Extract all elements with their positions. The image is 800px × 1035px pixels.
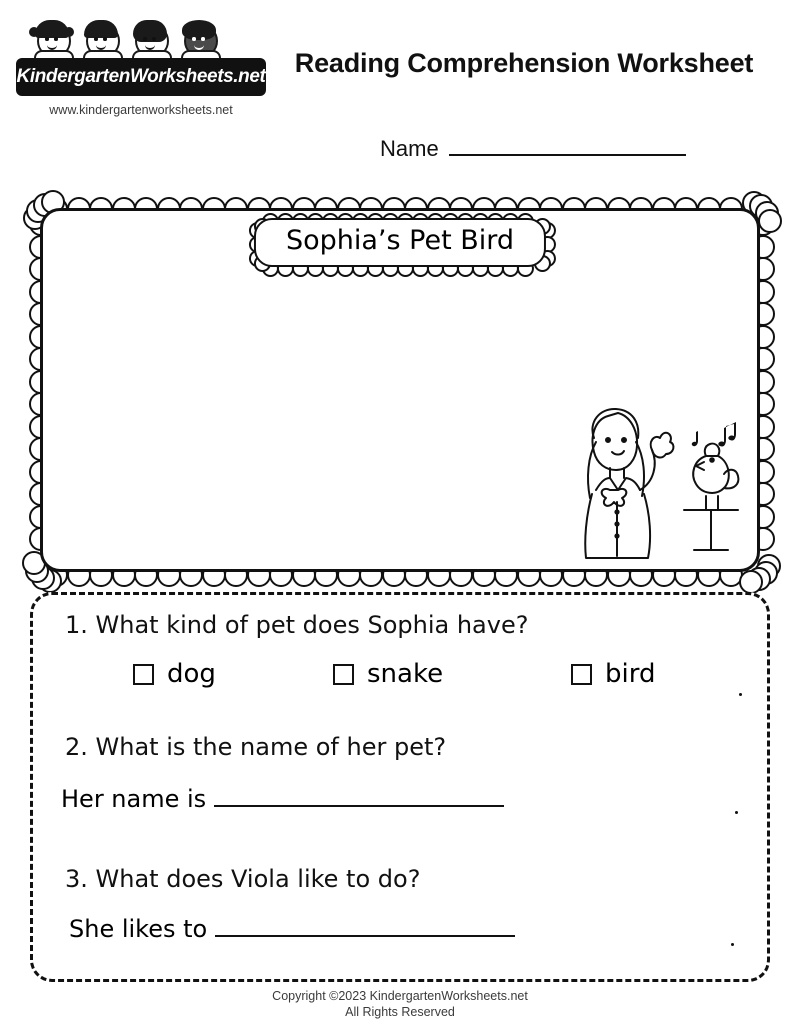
girl-singing-with-bird-icon [566, 398, 746, 568]
question-2-prompt: 2. What is the name of her pet? [65, 733, 447, 761]
dot-decoration [739, 693, 742, 696]
question-1-prompt: 1. What kind of pet does Sophia have? [65, 611, 529, 639]
kid-girl-icon [128, 18, 172, 60]
question-2-answer-line[interactable] [214, 805, 504, 807]
logo-pill[interactable] [16, 58, 266, 96]
site-url: www.kindergartenworksheets.net [49, 103, 233, 117]
story-title-bubble [254, 218, 546, 267]
kid-curly-hair-icon [177, 18, 221, 60]
question-3-answer-prefix: She likes to [69, 915, 208, 943]
footer-copyright: Copyright ©2023 KindergartenWorksheets.net [272, 989, 528, 1003]
dot-decoration [735, 811, 738, 814]
logo-text: KindergartenWorksheets.net [16, 66, 266, 87]
question-3-answer-row [69, 915, 515, 943]
question-1-choices [133, 659, 733, 689]
choice-snake-label: snake [367, 659, 444, 689]
dot-decoration [731, 943, 734, 946]
site-logo[interactable] [16, 18, 266, 117]
story-title: Sophia’s Pet Bird [254, 218, 546, 267]
kid-girl-pigtails-icon [30, 18, 74, 60]
question-2-answer-prefix: Her name is [61, 785, 207, 813]
questions-panel [30, 592, 770, 982]
question-3-answer-line[interactable] [215, 935, 515, 937]
question-3-prompt: 3. What does Viola like to do? [65, 865, 421, 893]
page-footer [0, 988, 800, 1020]
story-panel [28, 196, 772, 584]
checkbox-bird[interactable] [571, 664, 592, 685]
page-header [0, 0, 800, 180]
page-title: Reading Comprehension Worksheet [294, 48, 754, 78]
choice-bird-label: bird [605, 659, 656, 689]
checkbox-dog[interactable] [133, 664, 154, 685]
question-2-answer-row [61, 785, 504, 813]
choice-dog-label: dog [167, 659, 216, 689]
kids-illustration [30, 18, 250, 60]
choice-dog[interactable] [133, 659, 333, 689]
name-label: Name [380, 136, 439, 161]
kid-boy-icon [79, 18, 123, 60]
name-field-row [380, 136, 686, 162]
choice-bird[interactable] [571, 659, 655, 689]
choice-snake[interactable] [333, 659, 571, 689]
name-input-line[interactable] [449, 154, 686, 156]
footer-rights: All Rights Reserved [345, 1005, 455, 1019]
checkbox-snake[interactable] [333, 664, 354, 685]
